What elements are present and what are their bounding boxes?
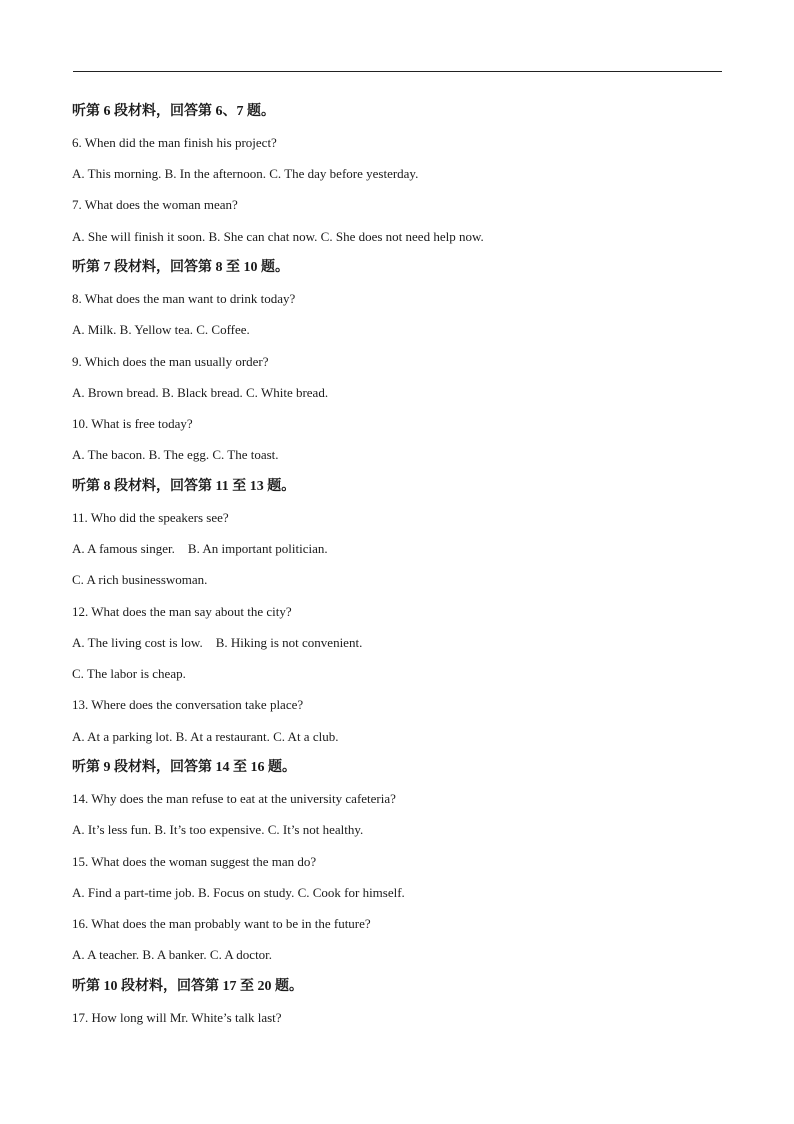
section-heading: 听第 6 段材料，回答第 6、7 题。: [72, 104, 275, 119]
answer-options: A. A teacher. B. A banker. C. A doctor.: [72, 947, 273, 962]
answer-options: A. It’s less fun. B. It’s too expensive. C. It’s not healthy.: [72, 822, 364, 837]
answer-options: C. The labor is cheap.: [72, 666, 186, 681]
answer-options: A. Brown bread. B. Black bread. C. White bread.: [72, 385, 329, 400]
question-line: 14. Why does the man refuse to eat at the university cafeteria?: [72, 791, 396, 806]
header-rule: [73, 71, 722, 72]
question-line: 12. What does the man say about the city?: [72, 604, 292, 619]
question-line: 11. Who did the speakers see?: [72, 510, 229, 525]
answer-options: A. Find a part-time job. B. Focus on study. C. Cook for himself.: [72, 885, 405, 900]
question-line: 15. What does the woman suggest the man do?: [72, 854, 317, 869]
question-line: 10. What is free today?: [72, 416, 193, 431]
answer-options: A. Milk. B. Yellow tea. C. Coffee.: [72, 322, 250, 337]
question-line: 16. What does the man probably want to be in the future?: [72, 916, 371, 931]
question-line: 8. What does the man want to drink today?: [72, 291, 296, 306]
answer-options: A. A famous singer. B. An important politician.: [72, 541, 328, 556]
answer-options: A. She will finish it soon. B. She can chat now. C. She does not need help now.: [72, 229, 484, 244]
section-heading: 听第 9 段材料，回答第 14 至 16 题。: [72, 760, 296, 775]
answer-options: A. At a parking lot. B. At a restaurant. C. At a club.: [72, 729, 339, 744]
question-line: 17. How long will Mr. White’s talk last?: [72, 1010, 282, 1025]
answer-options: A. The bacon. B. The egg. C. The toast.: [72, 447, 279, 462]
section-heading: 听第 8 段材料，回答第 11 至 13 题。: [72, 479, 296, 494]
answer-options: A. The living cost is low. B. Hiking is not convenient.: [72, 635, 363, 650]
question-line: 9. Which does the man usually order?: [72, 354, 269, 369]
answer-options: A. This morning. B. In the afternoon. C. The day before yesterday.: [72, 166, 419, 181]
section-heading: 听第 10 段材料，回答第 17 至 20 题。: [72, 979, 303, 994]
question-line: 7. What does the woman mean?: [72, 197, 238, 212]
answer-options: C. A rich businesswoman.: [72, 572, 208, 587]
question-line: 13. Where does the conversation take place?: [72, 697, 304, 712]
section-heading: 听第 7 段材料，回答第 8 至 10 题。: [72, 260, 289, 275]
question-line: 6. When did the man finish his project?: [72, 135, 277, 150]
